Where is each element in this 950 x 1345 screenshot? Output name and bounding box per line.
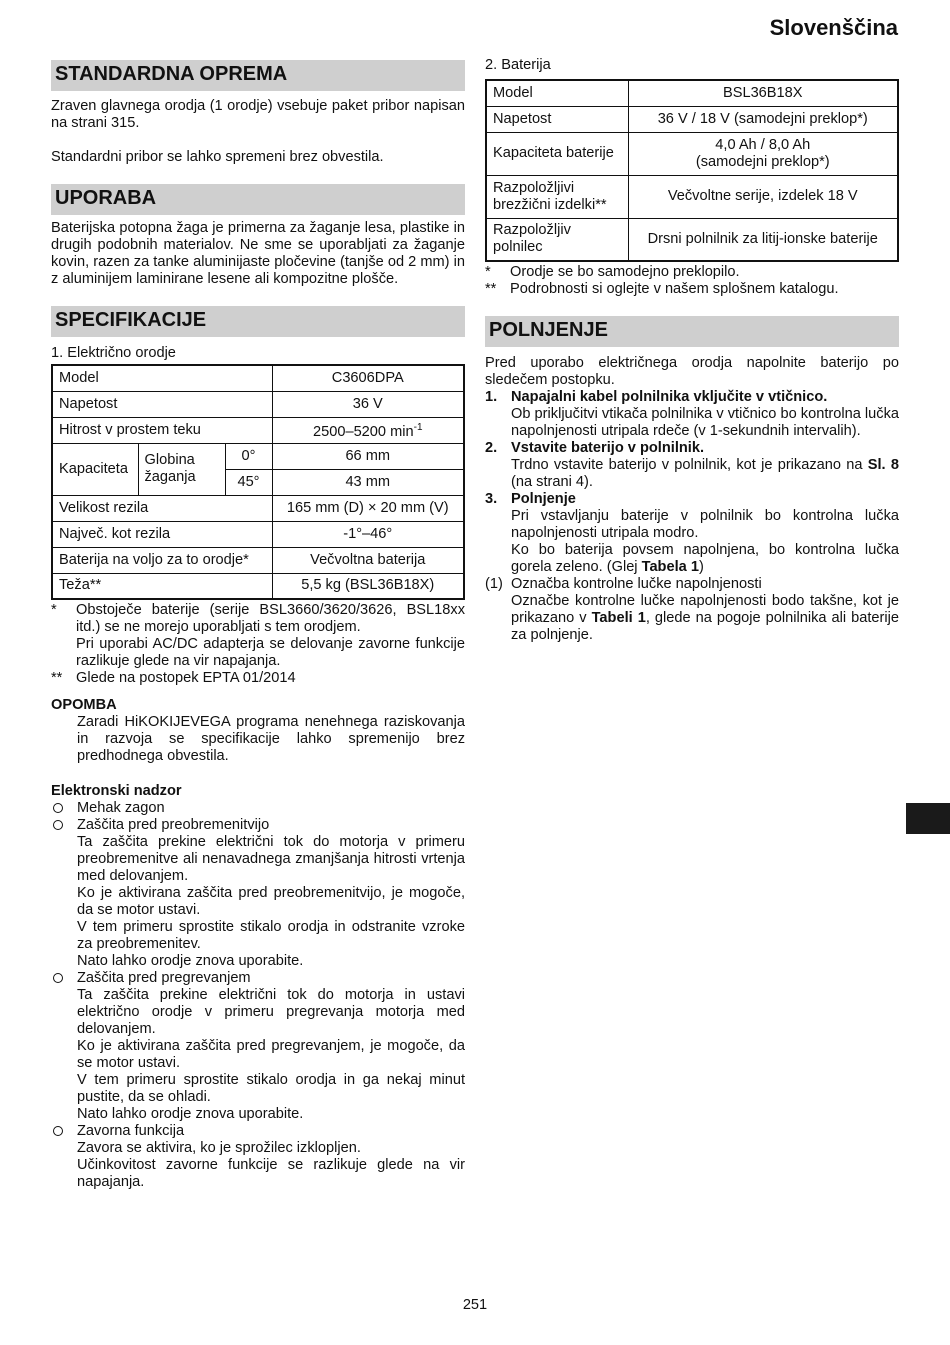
- list-item-text: Ko je aktivirana zaščita pred preobremenitvijo, je mogoče, da se motor ustavi.: [77, 885, 465, 918]
- list-item: [51, 970, 465, 987]
- footnote: [485, 264, 899, 281]
- table-row: [52, 417, 464, 443]
- table-row: [52, 443, 464, 469]
- usage-text: Baterijska potopna žaga je primerna za žaganje lesa, plastike in drugih podobnih materialov. Ne sme se uporabljati za žaganje kovin, razen za tanke aluminijaste pločevine (tanjše od 2 mm) in z aluminijem laminirane lesene ali kompozitne plošče.: [51, 220, 465, 287]
- spec-label: Napetost: [486, 106, 628, 132]
- footnote: [51, 670, 465, 687]
- step-title: Označba kontrolne lučke napolnjenosti: [511, 576, 762, 592]
- speed-value: 2500–5200 min: [312, 423, 414, 440]
- spec-value: 36 V: [272, 391, 464, 417]
- spec-value: BSL36B18X: [628, 80, 898, 106]
- spec-value: [628, 132, 898, 175]
- step-title: Vstavite baterijo v polnilnik.: [511, 440, 705, 456]
- footnote-text: Obstoječe baterije (serije BSL3660/3620/3626, BSL18xx itd.) se ne morejo uporabljati s tem orodjem.: [76, 602, 465, 635]
- list-item-label: Zaščita pred preobremenitvijo: [77, 817, 270, 833]
- table-row: [486, 80, 898, 106]
- standard-text-1: Zraven glavnega orodja (1 orodje) vsebuje paket pribor napisan na strani 315.: [51, 98, 465, 131]
- spec-label: Velikost rezila: [52, 495, 272, 521]
- table-reference: Tabela 1: [641, 559, 699, 575]
- spec-label: Razpoložljivi brezžični izdelki**: [486, 175, 628, 218]
- list-item: [485, 576, 899, 593]
- charging-heading: POLNJENJE: [485, 316, 899, 347]
- footnote: [485, 281, 899, 298]
- spec-label: Napetost: [52, 391, 272, 417]
- list-item-text: V tem primeru sprostite stikalo orodja in ga nekaj minut pustite, da se ohladi.: [77, 1072, 465, 1105]
- table-row: [52, 547, 464, 573]
- spec-label: Model: [486, 80, 628, 106]
- footnote-text: Podrobnosti si oglejte v našem splošnem katalogu.: [510, 281, 839, 297]
- note-text: Zaradi HiKOKIJEVEGA programa nenehnega raziskovanja in razvoja se specifikacije lahko spremenijo brez predhodnega obvestila.: [77, 714, 465, 764]
- footnote-mark: *: [51, 602, 57, 618]
- footnote-mark: **: [485, 281, 497, 297]
- specifications-heading: SPECIFIKACIJE: [51, 306, 465, 337]
- capacity-note: (samodejni preklop*): [695, 153, 830, 170]
- footnote: [51, 602, 465, 670]
- spec-label: Največ. kot rezila: [52, 521, 272, 547]
- table-row: [486, 175, 898, 218]
- electronic-control-heading: Elektronski nadzor: [51, 783, 182, 799]
- table-row: [52, 521, 464, 547]
- bullet-circle-icon: [53, 820, 63, 830]
- spec-value: 5,5 kg (BSL36B18X): [272, 573, 464, 599]
- step-title: Napajalni kabel polnilnika vključite v vtičnico.: [511, 389, 828, 405]
- list-item-label: Zaščita pred pregrevanjem: [77, 970, 251, 986]
- spec-value: -1°–46°: [272, 521, 464, 547]
- list-item-text: Učinkovitost zavorne funkcije se razlikuje glede na vir napajanja.: [77, 1157, 465, 1190]
- usage-heading: UPORABA: [51, 184, 465, 215]
- spec-label: Kapaciteta: [52, 443, 138, 495]
- spec-value: 66 mm: [272, 443, 464, 469]
- footnote-text: Glede na postopek EPTA 01/2014: [76, 670, 296, 686]
- list-item-text: Zavora se aktivira, ko je sprožilec izklopljen.: [77, 1140, 361, 1156]
- battery-spec-table: [485, 79, 899, 262]
- step-number: 1.: [485, 389, 498, 405]
- spec-value: [272, 417, 464, 443]
- list-item-text: Ko je aktivirana zaščita pred pregrevanjem, je mogoče, da se motor ustavi.: [77, 1038, 465, 1071]
- list-item-label: Zavorna funkcija: [77, 1123, 185, 1139]
- step-text: Ko bo baterija povsem napolnjena, bo kontrolna lučka gorela zeleno. (Glej Tabela 1): [511, 542, 899, 575]
- spec-label: Model: [52, 365, 272, 391]
- step-text: Ob priključitvi vtikača polnilnika v vtičnico bo kontrolna lučka napolnjenosti utripala rdeče (v 1-sekundnih intervalih).: [511, 406, 899, 439]
- spec-value: 165 mm (D) × 20 mm (V): [272, 495, 464, 521]
- power-tool-spec-table: [51, 364, 465, 600]
- spec-value: Večvoltna baterija: [272, 547, 464, 573]
- step-number: 2.: [485, 440, 498, 456]
- footnote-mark: **: [51, 670, 63, 686]
- spec-label: Teža**: [52, 573, 272, 599]
- standard-equipment-heading: STANDARDNA OPREMA: [51, 60, 465, 91]
- table-reference: Tabeli 1: [591, 610, 646, 626]
- list-item: [485, 491, 899, 508]
- step-text: Pri vstavljanju baterije v polnilnik bo kontrolna lučka napolnjenosti utripala modro.: [511, 508, 899, 541]
- list-item: [485, 440, 899, 457]
- step-text: Označbe kontrolne lučke napolnjenosti bodo takšne, kot je prikazano v Tabeli 1, glede na pogoje polnilnika ali baterije za polnjenje.: [511, 593, 899, 643]
- battery-subheading: 2. Baterija: [485, 57, 551, 73]
- spec-value: C3606DPA: [272, 365, 464, 391]
- table-row: [486, 106, 898, 132]
- speed-unit-exponent: -1: [413, 422, 423, 434]
- list-item: [485, 389, 899, 406]
- list-item-text: Ta zaščita prekine električni tok do motorja v primeru preobremenitve ali nenavadnega zmanjšanja hitrosti vrtenja med delovanjem.: [77, 834, 465, 884]
- spec-value: 43 mm: [272, 469, 464, 495]
- footnote-text: Orodje se bo samodejno preklopilo.: [510, 264, 740, 280]
- list-item-text: V tem primeru sprostite stikalo orodja in odstranite vzroke za preobremenitev.: [77, 919, 465, 952]
- bullet-circle-icon: [53, 973, 63, 983]
- footnote-mark: *: [485, 264, 491, 280]
- bullet-circle-icon: [53, 1126, 63, 1136]
- spec-angle: 45°: [225, 469, 272, 495]
- table-row: [52, 495, 464, 521]
- figure-reference: Sl. 8: [867, 457, 899, 473]
- spec-value: Drsni polnilnik za litij-ionske baterije: [628, 218, 898, 261]
- charging-intro: Pred uporabo električnega orodja napolnite baterijo po sledečem postopku.: [485, 355, 899, 388]
- capacity-value: 4,0 Ah / 8,0 Ah: [715, 136, 811, 153]
- step-text: Trdno vstavite baterijo v polnilnik, kot je prikazano na Sl. 8 (na strani 4).: [511, 457, 899, 490]
- section-tab-marker: [906, 803, 950, 834]
- list-item: [51, 1123, 465, 1140]
- list-item-text: Nato lahko orodje znova uporabite.: [77, 953, 304, 969]
- spec-angle: 0°: [225, 443, 272, 469]
- table-row: [486, 132, 898, 175]
- spec-value: 36 V / 18 V (samodejni preklop*): [628, 106, 898, 132]
- list-item: [51, 800, 465, 817]
- step-number: 3.: [485, 491, 498, 507]
- bullet-circle-icon: [53, 803, 63, 813]
- spec-label: Baterija na voljo za to orodje*: [52, 547, 272, 573]
- spec-label: Razpoložljiv polnilec: [486, 218, 628, 261]
- spec-label: Hitrost v prostem teku: [52, 417, 272, 443]
- table-row: [52, 573, 464, 599]
- table-row: [52, 391, 464, 417]
- footnote-text: Pri uporabi AC/DC adapterja se delovanje zavorne funkcije razlikuje glede na vir napajanja.: [76, 636, 465, 669]
- table-row: [52, 365, 464, 391]
- language-label: Slovenščina: [769, 15, 898, 40]
- step-number: (1): [485, 576, 503, 592]
- spec-label: Globina žaganja: [138, 443, 225, 495]
- note-heading: OPOMBA: [51, 697, 117, 713]
- step-title: Polnjenje: [511, 491, 576, 507]
- left-column: [51, 60, 465, 1191]
- right-column: [485, 57, 899, 644]
- spec-label: Kapaciteta baterije: [486, 132, 628, 175]
- spec-value: Večvoltne serije, izdelek 18 V: [628, 175, 898, 218]
- list-item-text: Nato lahko orodje znova uporabite.: [77, 1106, 304, 1122]
- list-item: [51, 817, 465, 834]
- list-item-text: Ta zaščita prekine električni tok do motorja in ustavi električno orodje v primeru pregrevanja motorja med delovanjem.: [77, 987, 465, 1037]
- list-item-label: Mehak zagon: [77, 800, 165, 816]
- power-tool-subheading: 1. Električno orodje: [51, 345, 176, 361]
- page-number: 251: [462, 1297, 488, 1313]
- standard-text-2: Standardni pribor se lahko spremeni brez obvestila.: [51, 149, 384, 165]
- table-row: [486, 218, 898, 261]
